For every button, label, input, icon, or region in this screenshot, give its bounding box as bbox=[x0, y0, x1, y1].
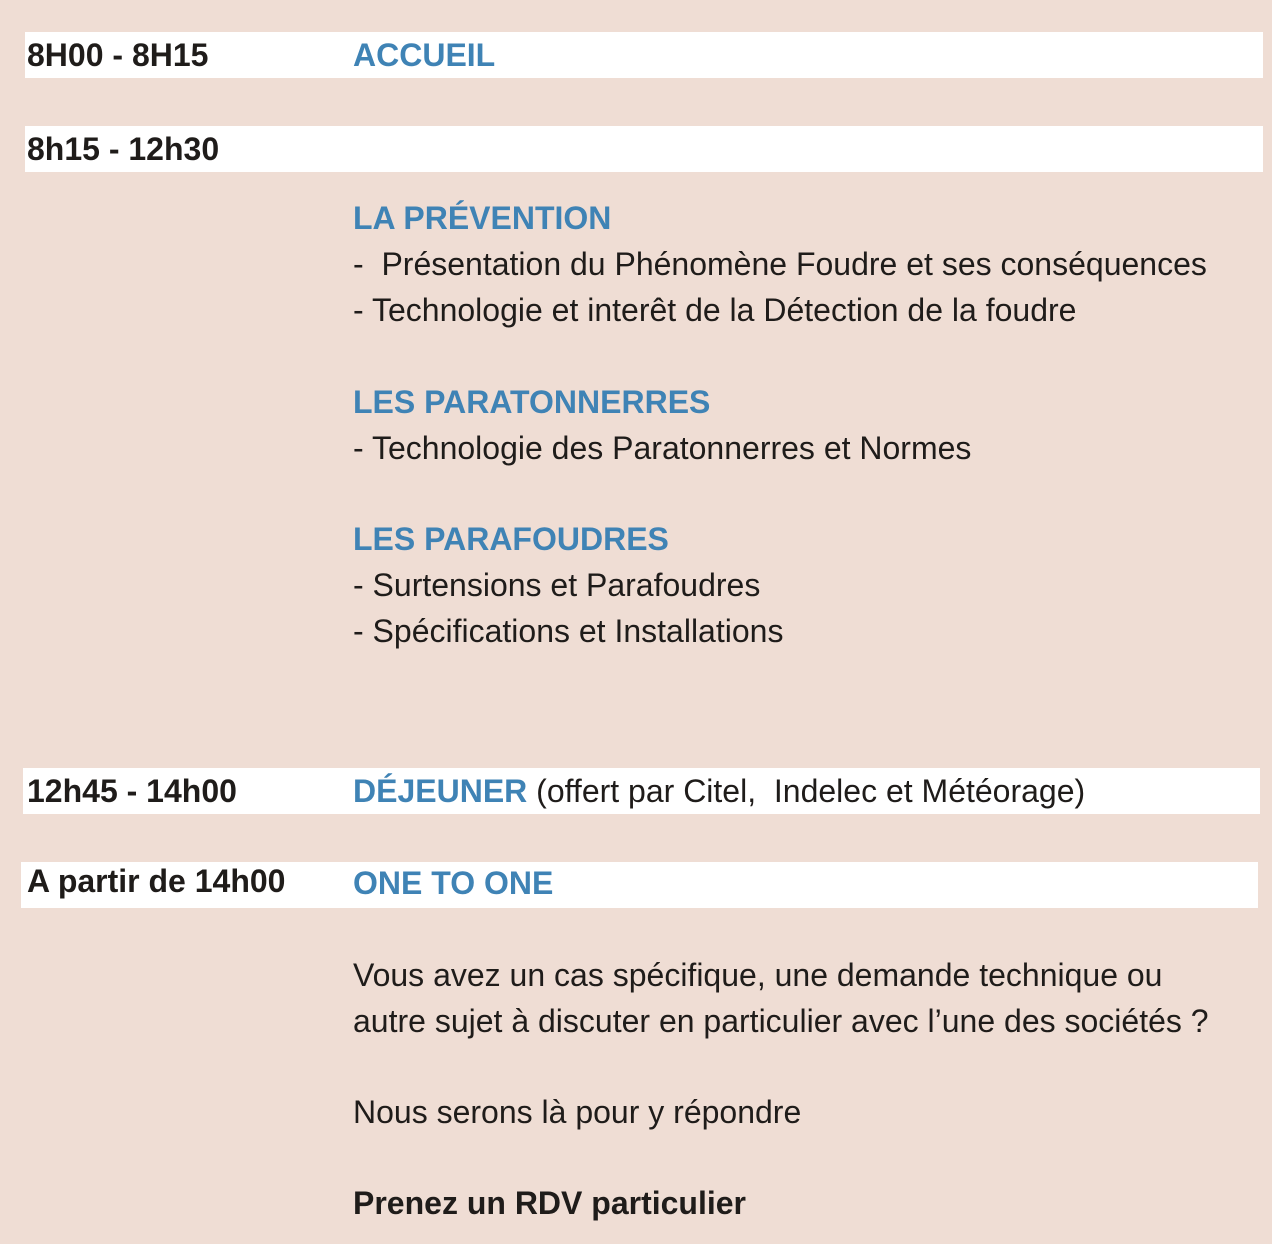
parafoudres-item: - Surtensions et Parafoudres bbox=[353, 567, 761, 603]
one-to-one-note: Nous serons là pour y répondre bbox=[353, 1094, 802, 1130]
heading-one-to-one: ONE TO ONE bbox=[353, 865, 554, 901]
time-dejeuner: 12h45 - 14h00 bbox=[27, 773, 237, 809]
heading-paratonnerres: LES PARATONNERRES bbox=[353, 384, 711, 420]
prevention-item: - Présentation du Phénomène Foudre et ses conséquences bbox=[353, 246, 1207, 282]
row-bar-accueil bbox=[25, 32, 1263, 78]
heading-accueil: ACCUEIL bbox=[353, 37, 496, 73]
one-to-one-cta: Prenez un RDV particulier bbox=[353, 1185, 746, 1221]
heading-dejeuner bbox=[353, 768, 1085, 814]
time-one-to-one: A partir de 14h00 bbox=[27, 863, 286, 899]
one-to-one-paragraph: autre sujet à discuter en particulier avec l’une des sociétés ? bbox=[353, 1003, 1209, 1039]
parafoudres-item: - Spécifications et Installations bbox=[353, 613, 784, 649]
dejeuner-title: DÉJEUNER bbox=[353, 773, 528, 809]
heading-parafoudres: LES PARAFOUDRES bbox=[353, 521, 669, 557]
time-matin: 8h15 - 12h30 bbox=[27, 131, 220, 167]
time-accueil: 8H00 - 8H15 bbox=[27, 37, 209, 73]
prevention-item: - Technologie et interêt de la Détection de la foudre bbox=[353, 292, 1077, 328]
dejeuner-note: (offert par Citel, Indelec et Météorage) bbox=[527, 773, 1086, 809]
paratonnerres-item: - Technologie des Paratonnerres et Normes bbox=[353, 430, 972, 466]
one-to-one-paragraph: Vous avez un cas spécifique, une demande technique ou bbox=[353, 957, 1163, 993]
heading-prevention: LA PRÉVENTION bbox=[353, 200, 612, 236]
